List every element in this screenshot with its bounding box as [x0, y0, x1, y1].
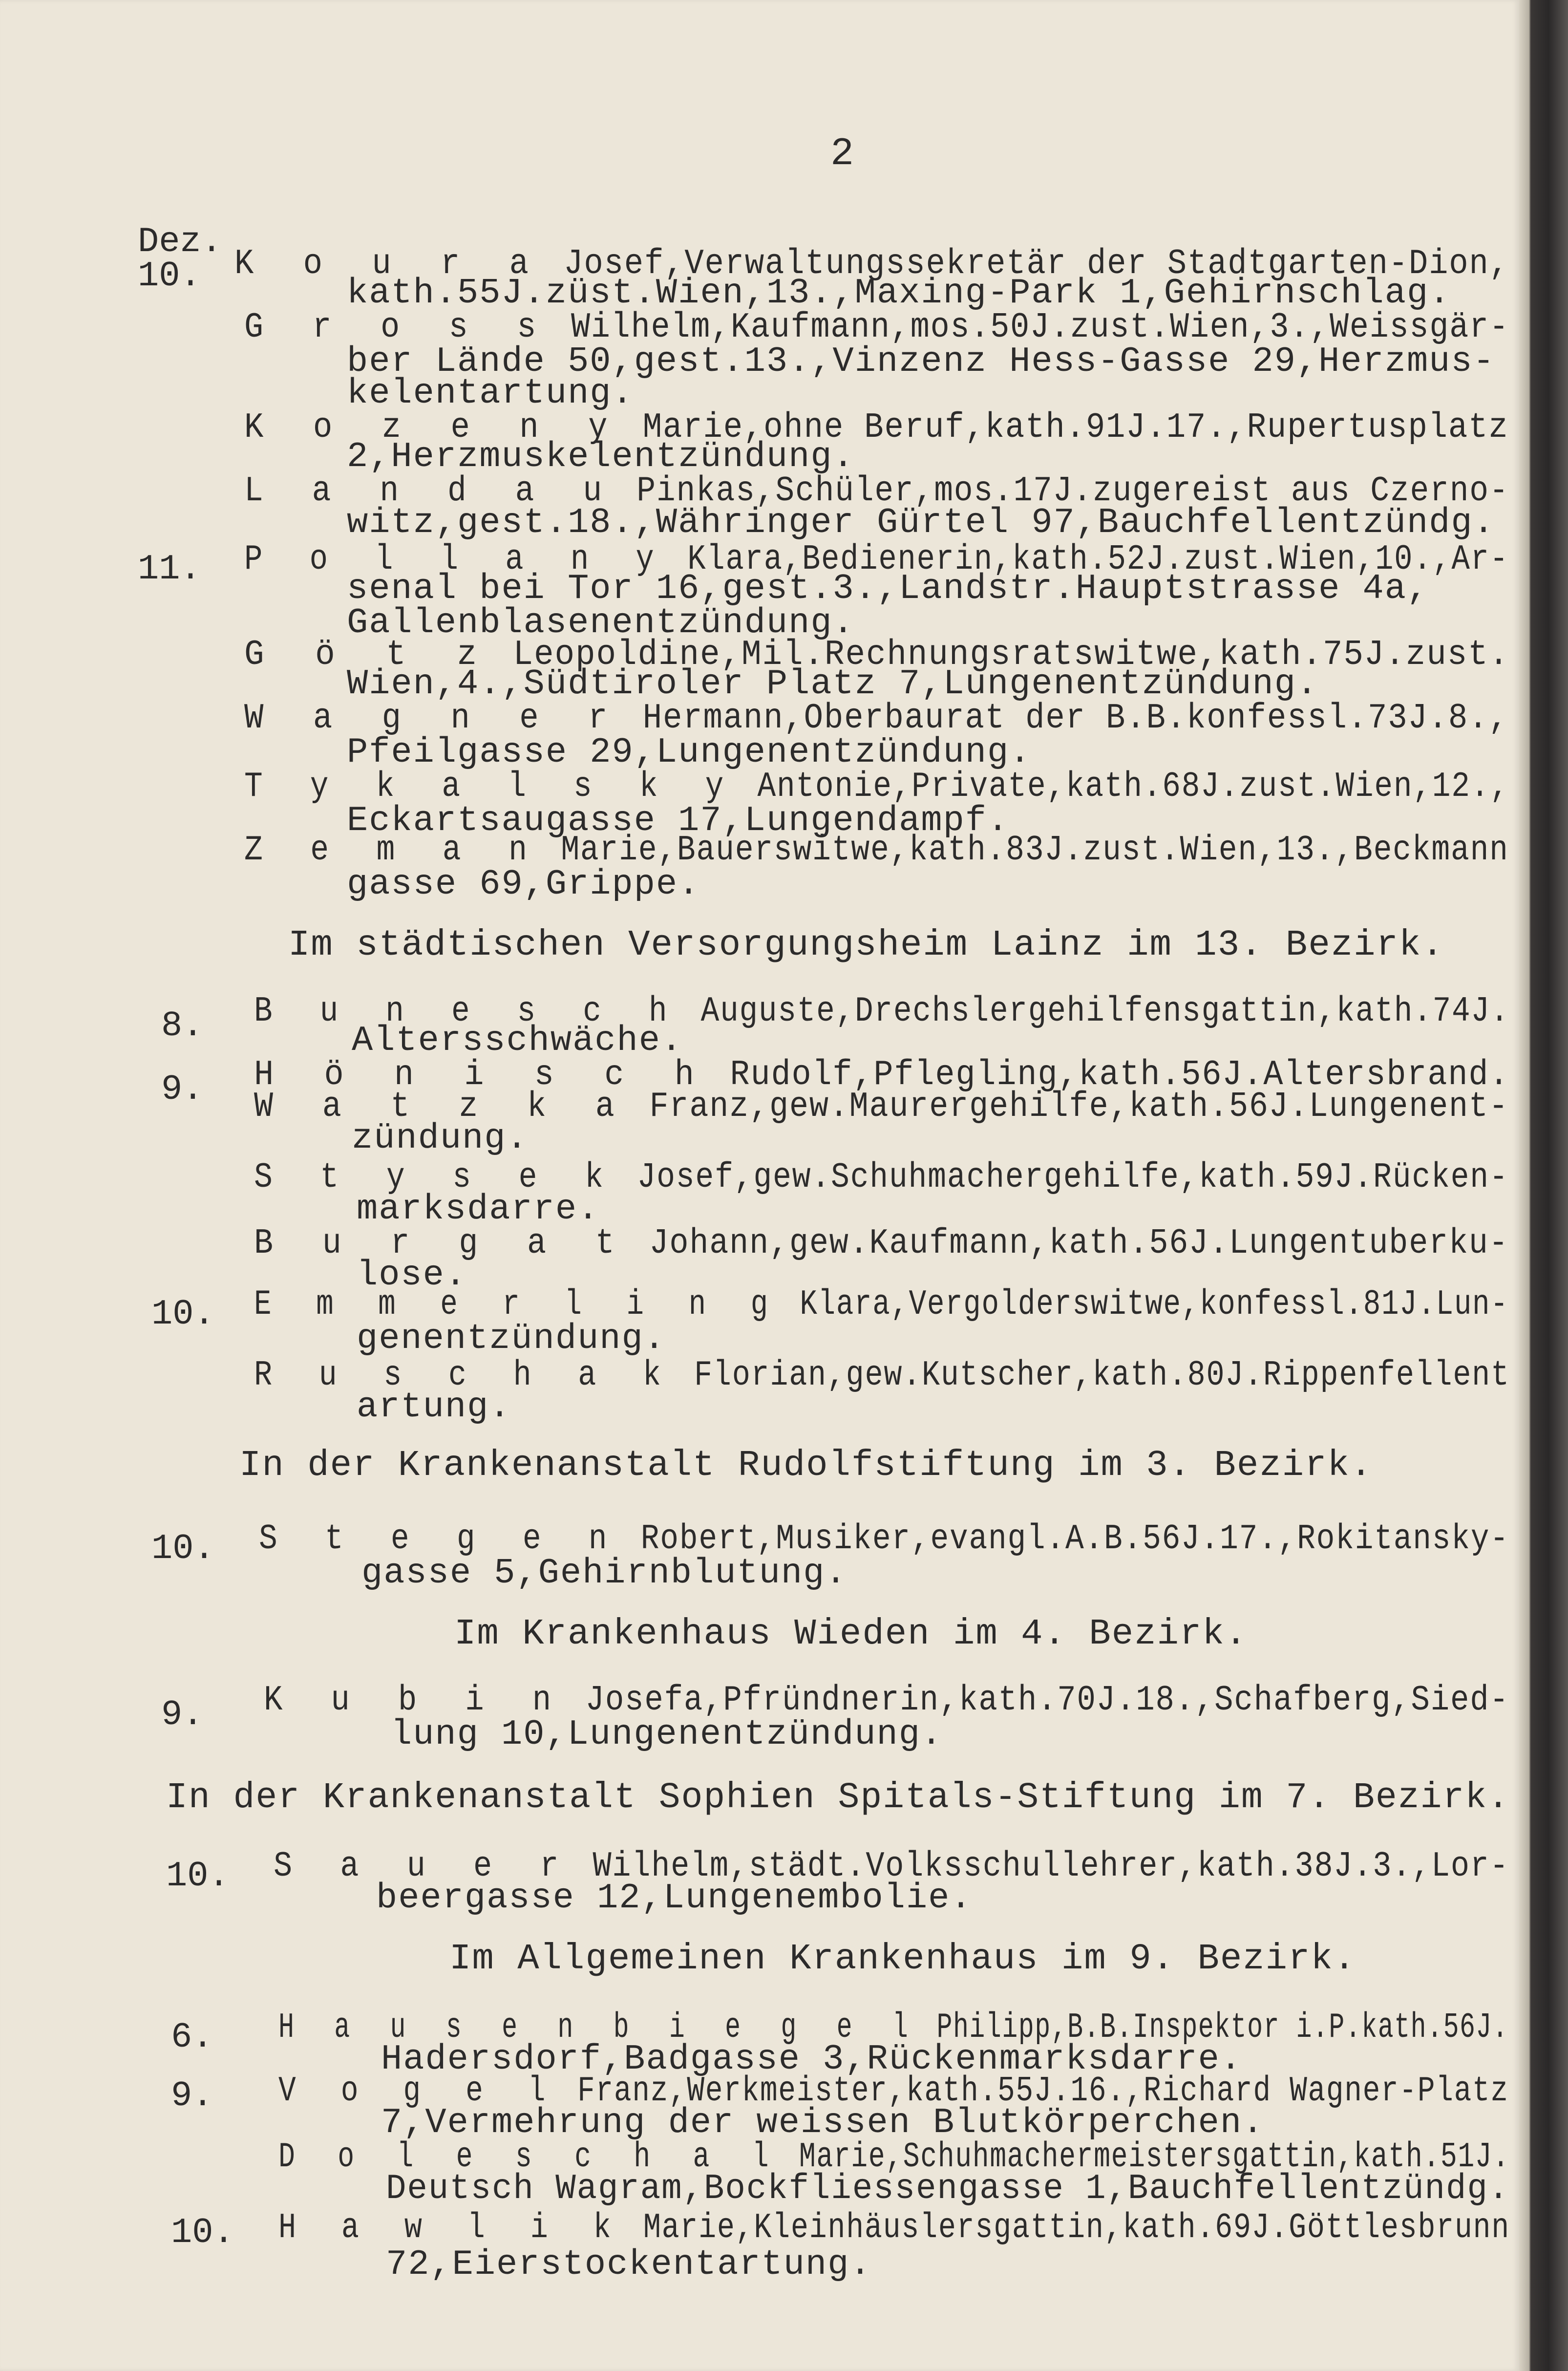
month-label: Dez. [138, 222, 222, 262]
entry-line: K o z e n y Marie,ohne Beruf,kath.91J.17.,Rupertusplatz [244, 407, 1509, 448]
entry-line: beergasse 12,Lungenembolie. [376, 1878, 973, 1918]
entry-day: 10. [151, 1529, 215, 1569]
entry-line: S t e g e n Robert,Musiker,evangl.A.B.56J.17.,Rokitansky- [259, 1519, 1509, 1559]
entry-surname: T y k a l s k y [244, 767, 739, 807]
entry-surname: W a g n e r [244, 698, 623, 738]
entry-line: H a u s e n b i e g e l Philipp,B.B.Inspektor i.P.kath.56J. [278, 2008, 1509, 2048]
entry-line: artung. [357, 1387, 511, 1427]
entry-line: W a t z k a Franz,gew.Maurergehilfe,kath.56J.Lungenent- [254, 1087, 1509, 1127]
entry-surname: Z e m a n [244, 830, 542, 870]
entry-line: ber Lände 50,gest.13.,Vinzenz Hess-Gasse 29,Herzmus- [347, 342, 1495, 382]
entry-surname: G r o s s [244, 307, 551, 347]
entry-line: kelentartung. [347, 373, 634, 413]
entry-day: 10. [166, 1856, 230, 1896]
section-heading: In der Krankenanstalt Rudolfstiftung im 3. Bezirk. [239, 1445, 1373, 1486]
entry-surname: L a n d a u [244, 471, 617, 511]
entry-surname: D o l e s c h a l [278, 2137, 782, 2177]
entry-surname: K o u r a [234, 244, 544, 284]
entry-surname: S t e g e n [259, 1519, 622, 1559]
section-heading: Im Krankenhaus Wieden im 4. Bezirk. [454, 1614, 1248, 1655]
entry-surname: S a u e r [274, 1846, 573, 1886]
entry-line: K u b i n Josefa,Pfründnerin,kath.70J.18.,Schafberg,Sied- [264, 1680, 1509, 1720]
entry-surname: G ö t z [244, 635, 493, 675]
entry-line: Deutsch Wagram,Bockfliessengasse 1,Bauchfellentzündg. [386, 2169, 1510, 2209]
entry-line: G r o s s Wilhelm,Kaufmann,mos.50J.zust.Wien,3.,Weissgär- [244, 307, 1509, 347]
entry-line: H a w l i k Marie,Kleinhäuslersgattin,kath.69J.Göttlesbrunn [278, 2208, 1510, 2248]
entry-line: lose. [357, 1255, 467, 1295]
entry-day: 6. [171, 2017, 213, 2057]
entry-line: H ö n i s c h Rudolf,Pflegling,kath.56J.Altersbrand. [254, 1055, 1510, 1095]
entry-line: witz,gest.18.,Währinger Gürtel 97,Bauchfellentzündg. [347, 503, 1495, 543]
entry-surname: H a u s e n b i e g e l [278, 2008, 921, 2048]
entry-surname: K u b i n [264, 1680, 566, 1720]
entry-surname: E m m e r l i n g [254, 1284, 782, 1324]
entry-day: 9. [161, 1695, 204, 1735]
entry-line: V o g e l Franz,Werkmeister,kath.55J.16.,Richard Wagner-Platz [278, 2071, 1509, 2111]
entry-day: 9. [161, 1069, 204, 1110]
entry-line: genentzündung. [357, 1319, 666, 1359]
entry-surname: V o g e l [278, 2071, 559, 2111]
entry-line: marksdarre. [357, 1189, 600, 1229]
entry-day: 10. [151, 1294, 215, 1334]
entry-line: Wien,4.,Südtiroler Platz 7,Lungenentzündung. [347, 664, 1319, 704]
entry-line: T y k a l s k y Antonie,Private,kath.68J.zust.Wien,12., [244, 767, 1509, 807]
page-number: 2 [830, 132, 854, 176]
entry-line: Gallenblasenentzündung. [347, 603, 855, 643]
entry-line: 72,Eierstockentartung. [386, 2244, 872, 2285]
entry-line: B u r g a t Johann,gew.Kaufmann,kath.56J.Lungentuberku- [254, 1223, 1509, 1263]
entry-line: Altersschwäche. [352, 1021, 683, 1061]
entry-line: P o l l a n y Klara,Bedienerin,kath.52J.zust.Wien,10.,Ar- [244, 539, 1509, 579]
entry-surname: P o l l a n y [244, 539, 669, 579]
entry-line: S t y s e k Josef,gew.Schuhmachergehilfe,kath.59J.Rücken- [254, 1157, 1509, 1197]
section-heading: Im städtischen Versorgungsheim Lainz im 13. Bezirk. [288, 925, 1444, 966]
entry-surname: K o z e n y [244, 407, 623, 448]
entry-surname: W a t z k a [254, 1087, 630, 1127]
entry-line: senal bei Tor 16,gest.3.,Landstr.Hauptstrasse 4a, [347, 569, 1429, 609]
entry-line: gasse 69,Grippe. [347, 864, 700, 904]
entry-surname: S t y s e k [254, 1157, 618, 1197]
entry-line: Eckartsaugasse 17,Lungendampf. [347, 801, 1010, 841]
entry-surname: B u r g a t [254, 1223, 630, 1263]
entry-line: E m m e r l i n g Klara,Vergolderswitwe,konfessl.81J.Lun- [254, 1284, 1509, 1324]
entry-line: kath.55J.züst.Wien,13.,Maxing-Park 1,Gehirnschlag. [347, 273, 1451, 313]
entry-surname: B u n e s c h [254, 991, 682, 1031]
entry-line: zündung. [352, 1118, 529, 1158]
entry-day: 8. [161, 1006, 204, 1046]
entry-day: 9. [171, 2076, 213, 2116]
entry-line: gasse 5,Gehirnblutung. [361, 1553, 848, 1593]
entry-line: W a g n e r Hermann,Oberbaurat der B.B.konfessl.73J.8., [244, 698, 1509, 738]
entry-surname: H a w l i k [278, 2208, 625, 2248]
section-heading: Im Allgemeinen Krankenhaus im 9. Bezirk. [449, 1939, 1356, 1980]
entry-surname: R u s c h a k [254, 1355, 676, 1395]
entry-day: 11. [138, 549, 201, 589]
entry-line: Hadersdorf,Badgasse 3,Rückenmarksdarre. [381, 2039, 1243, 2079]
entry-line: lung 10,Lungenentzündung. [391, 1714, 943, 1754]
entry-line: Z e m a n Marie,Bauerswitwe,kath.83J.zust.Wien,13.,Beckmann [244, 830, 1509, 870]
entry-line: L a n d a u Pinkas,Schüler,mos.17J.zugereist aus Czerno- [244, 471, 1509, 511]
entry-line: R u s c h a k Florian,gew.Kutscher,kath.80J.Rippenfellent [254, 1355, 1510, 1395]
page-edge [1519, 0, 1568, 2371]
entry-surname: H ö n i s c h [254, 1055, 710, 1095]
entry-line: 2,Herzmuskelentzündung. [347, 437, 855, 477]
entry-line: S a u e r Wilhelm,städt.Volksschullehrer,kath.38J.3.,Lor- [274, 1846, 1509, 1886]
entry-line: Pfeilgasse 29,Lungenentzündung. [347, 732, 1032, 772]
section-heading: In der Krankenanstalt Sophien Spitals-Stiftung im 7. Bezirk. [166, 1777, 1510, 1818]
entry-line: D o l e s c h a l Marie,Schuhmachermeistersgattin,kath.51J. [278, 2137, 1510, 2177]
entry-line: 7,Vermehrung der weissen Blutkörperchen. [381, 2103, 1265, 2143]
entry-line: K o u r a Josef,Verwaltungssekretär der Stadtgarten-Dion, [234, 244, 1509, 284]
entry-line: G ö t z Leopoldine,Mil.Rechnungsratswitwe,kath.75J.zust. [244, 635, 1510, 675]
entry-day: 10. [138, 256, 201, 296]
entry-line: B u n e s c h Auguste,Drechslergehilfensgattin,kath.74J. [254, 991, 1510, 1031]
entry-day: 10. [171, 2213, 234, 2253]
